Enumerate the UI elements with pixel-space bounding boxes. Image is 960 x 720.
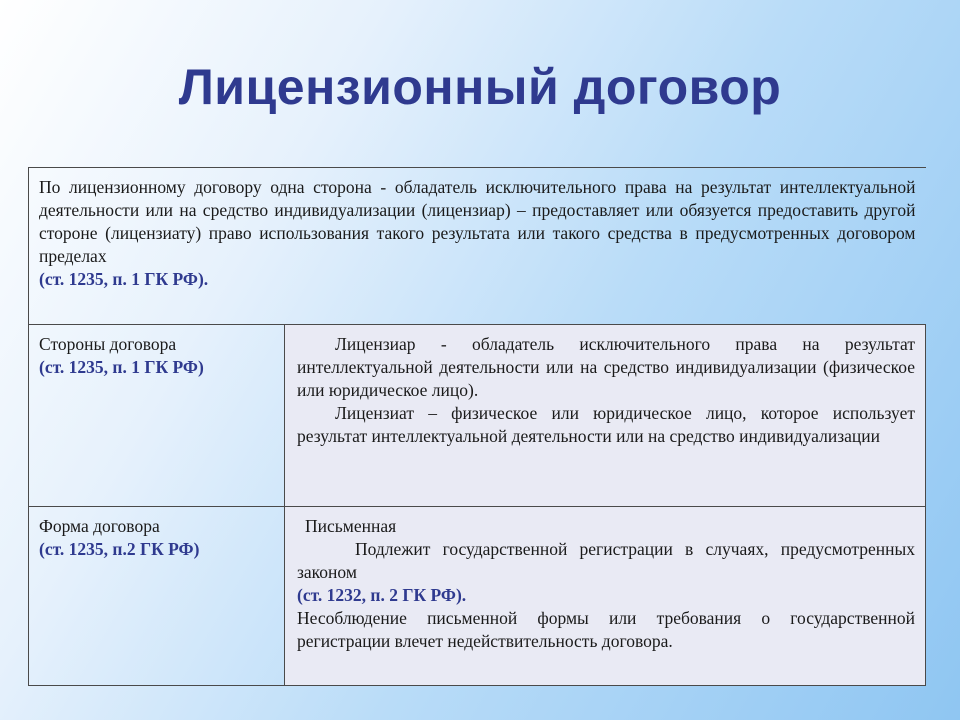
form-invalidity-text: Несоблюдение письменной формы или требования о государственной регистрации влечет недействительность договора. xyxy=(297,608,915,651)
parties-ref: (ст. 1235, п. 1 ГК РФ) xyxy=(39,357,204,377)
licensee-text: Лицензиат – физическое или юридическое лицо, которое использует результат интеллектуальной деятельности или на средство индивидуализации xyxy=(297,403,915,446)
form-registration-ref: (ст. 1232, п. 2 ГК РФ). xyxy=(297,585,467,605)
license-table xyxy=(28,167,926,686)
parties-content-cell xyxy=(285,325,926,507)
form-written-text: Письменная xyxy=(305,516,397,536)
table-row xyxy=(29,325,926,507)
table-row xyxy=(29,168,926,325)
form-label-cell xyxy=(29,507,285,686)
definition-ref: (ст. 1235, п. 1 ГК РФ). xyxy=(39,269,209,289)
form-registration-text: Подлежит государственной регистрации в случаях, предусмотренных законом xyxy=(297,539,915,582)
parties-label-cell xyxy=(29,325,285,507)
page-title: Лицензионный договор xyxy=(178,59,782,115)
definition-text: По лицензионному договору одна сторона - обладатель исключительного права на результат интеллектуальной деятельности или на средство индивидуализации (лицензиар) – предоставляет или обязуется предоставить другой стороне (лицензиату) право использования такого результата или такого средства в предусмотренных договором пределах xyxy=(39,177,916,266)
definition-cell xyxy=(29,168,926,325)
licensor-text: Лицензиар - обладатель исключительного права на результат интеллектуальной деятельности или на средство индивидуализации (физическое или юридическое лицо). xyxy=(297,334,915,400)
table-row xyxy=(29,507,926,686)
form-label: Форма договора xyxy=(39,516,160,536)
form-content-cell xyxy=(285,507,926,686)
parties-label: Стороны договора xyxy=(39,334,177,354)
form-ref: (ст. 1235, п.2 ГК РФ) xyxy=(39,539,200,559)
